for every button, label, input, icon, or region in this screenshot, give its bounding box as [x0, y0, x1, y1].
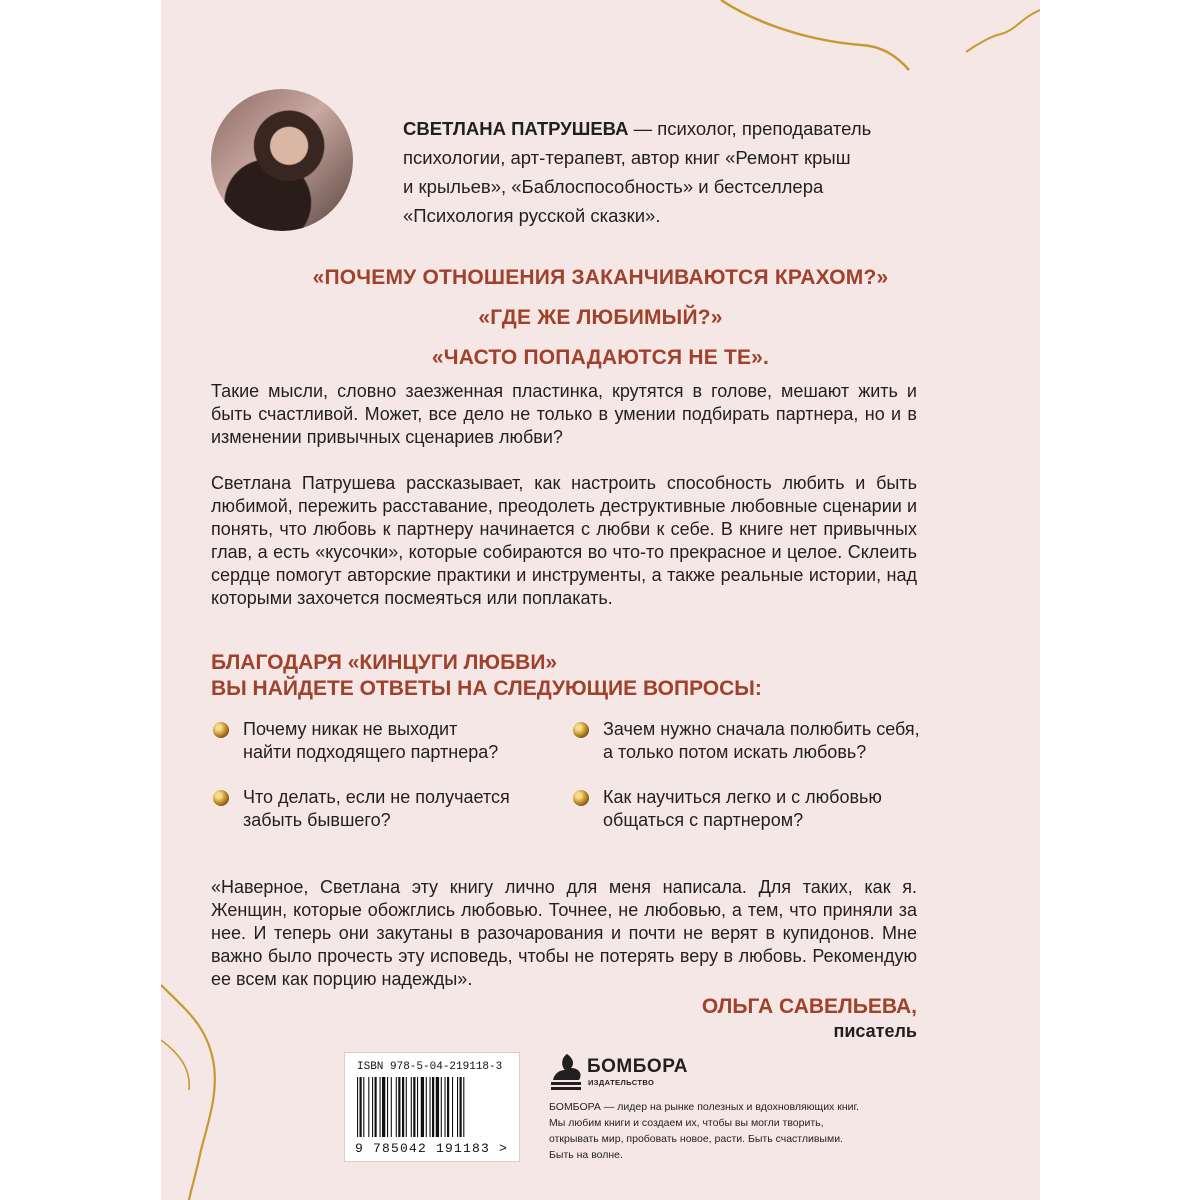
- publisher-description: БОМБОРА — лидер на рынке полезных и вдохновляющих книг. Мы любим книги и создаем их, чтобы вы могли творить, открывать мир, пробовать новое, расти. Быть счастливыми. Быть на волне.: [549, 1101, 859, 1161]
- author-name: СВЕТЛАНА ПАТРУШЕВА: [403, 118, 629, 139]
- barcode-bar: [375, 1077, 377, 1137]
- barcode-bar: [447, 1077, 449, 1137]
- barcode-bar: [402, 1077, 404, 1137]
- bullet-line: забыть бывшего?: [243, 810, 391, 830]
- barcode-bar: [452, 1077, 453, 1137]
- barcode-bar: [363, 1077, 364, 1137]
- isbn-barcode: [344, 1052, 520, 1162]
- barcode-bar: [432, 1077, 434, 1137]
- bullet-line: а только потом искать любовь?: [603, 742, 867, 762]
- barcode-bar: [382, 1077, 385, 1137]
- bullet-item: [573, 718, 933, 764]
- barcode-bar: [463, 1077, 464, 1137]
- section-heading: [211, 650, 911, 702]
- gold-coin-icon: [213, 722, 229, 738]
- author-bio: [403, 114, 963, 230]
- author-bio-line: — психолог, преподаватель: [628, 118, 872, 139]
- author-bio-line: «Психология русской сказки».: [403, 205, 661, 226]
- barcode-digits: 9 785042 191183 >: [355, 1141, 509, 1156]
- barcode-bar: [368, 1077, 369, 1137]
- bullet-item: [213, 786, 573, 832]
- author-photo: [211, 89, 353, 231]
- publisher-subtitle: ИЗДАТЕЛЬСТВО: [588, 1078, 655, 1087]
- bullet-item: [213, 718, 573, 764]
- headline-questions: [161, 258, 1040, 378]
- barcode-bar: [436, 1077, 439, 1137]
- barcode-bar: [406, 1077, 407, 1137]
- barcode-bar: [441, 1077, 442, 1137]
- gold-coin-icon: [573, 722, 589, 738]
- barcode-bar: [398, 1077, 400, 1137]
- testimonial-quote: «Наверное, Светлана эту книгу лично для меня написала. Для таких, как я. Женщин, которые обожглись любовью. Точнее, не любовью, а тем, что приняли за нее. И теперь они закутаны в разочарования и почти не верят в купидонов. Мне важно было прочесть эту исповедь, чтобы не потерять веру в любовь. Рекомендую ее всем как порцию надежды».: [211, 877, 917, 989]
- barcode-bar: [411, 1077, 412, 1137]
- barcode-bar: [457, 1077, 458, 1137]
- headline-question: «ПОЧЕМУ ОТНОШЕНИЯ ЗАКАНЧИВАЮТСЯ КРАХОМ?»: [312, 266, 889, 289]
- bullet-line: найти подходящего партнера?: [243, 742, 499, 762]
- barcode-bar: [360, 1077, 362, 1137]
- book-back-cover: [161, 0, 1040, 1200]
- bullet-item: [573, 786, 933, 832]
- publisher-name: БОМБОРА: [587, 1056, 688, 1077]
- headline-question: «ЧАСТО ПОПАДАЮТСЯ НЕ ТЕ».: [431, 346, 770, 369]
- headline-question: «ГДЕ ЖЕ ЛЮБИМЫЙ?»: [478, 306, 723, 329]
- section-heading-line: ВЫ НАЙДЕТЕ ОТВЕТЫ НА СЛЕДУЮЩИЕ ВОПРОСЫ:: [211, 677, 762, 700]
- author-bio-line: и крыльев», «Баблоспособность» и бестселлера: [403, 176, 824, 197]
- author-bio-line: психологии, арт-терапевт, автор книг «Ремонт крыш: [403, 147, 851, 168]
- bullet-line: Почему никак не выходит: [243, 719, 458, 739]
- gold-coin-icon: [573, 790, 589, 806]
- description-paragraph: Такие мысли, словно заезженная пластинка, крутятся в голове, мешают жить и быть счастливой. Может, все дело не только в умении подбирать партнера, но и в изменении привычных сценариев любви?: [211, 381, 917, 447]
- barcode-bar: [421, 1077, 424, 1137]
- barcode-bar: [417, 1077, 418, 1137]
- barcode-bar: [460, 1077, 462, 1137]
- barcode-bar: [372, 1077, 373, 1137]
- description-paragraph: Светлана Патрушева рассказывает, как настроить способность любить и быть любимой, пережить расставание, преодолеть деструктивные любовные сценарии и понять, что любовь к партнеру начинается с любви к себе. В книге нет привычных глав, а есть «кусочки», которые собираются во что-то прекрасное и целое. Склеить сердце помогут авторские практики и инструменты, а также реальные истории, над которыми захочется посмеяться или поплакать.: [211, 473, 917, 608]
- barcode-bar: [413, 1077, 415, 1137]
- barcode-bar: [396, 1077, 397, 1137]
- bombora-wave-icon: [549, 1052, 585, 1092]
- bullet-line: Зачем нужно сначала полюбить себя,: [603, 719, 920, 739]
- bullet-line: Как научиться легко и с любовью: [603, 787, 882, 807]
- barcode-bar: [387, 1077, 388, 1137]
- gold-coin-icon: [213, 790, 229, 806]
- barcode-bar: [380, 1077, 381, 1137]
- quote-author-name: ОЛЬГА САВЕЛЬЕВА,: [701, 995, 917, 1018]
- bullet-line: Что делать, если не получается: [243, 787, 510, 807]
- barcode-bar: [430, 1077, 431, 1137]
- barcode-bars: [355, 1077, 509, 1139]
- publisher-logo: [549, 1052, 689, 1094]
- barcode-bar: [357, 1077, 358, 1137]
- barcode-bar: [445, 1077, 446, 1137]
- isbn-number: ISBN 978-5-04-219118-3: [357, 1061, 503, 1073]
- section-heading-line: БЛАГОДАРЯ «КИНЦУГИ ЛЮБВИ»: [211, 651, 558, 674]
- barcode-bar: [426, 1077, 427, 1137]
- barcode-bar: [391, 1077, 392, 1137]
- quote-author-role: писатель: [833, 1021, 917, 1041]
- bullet-line: общаться с партнером?: [603, 810, 804, 830]
